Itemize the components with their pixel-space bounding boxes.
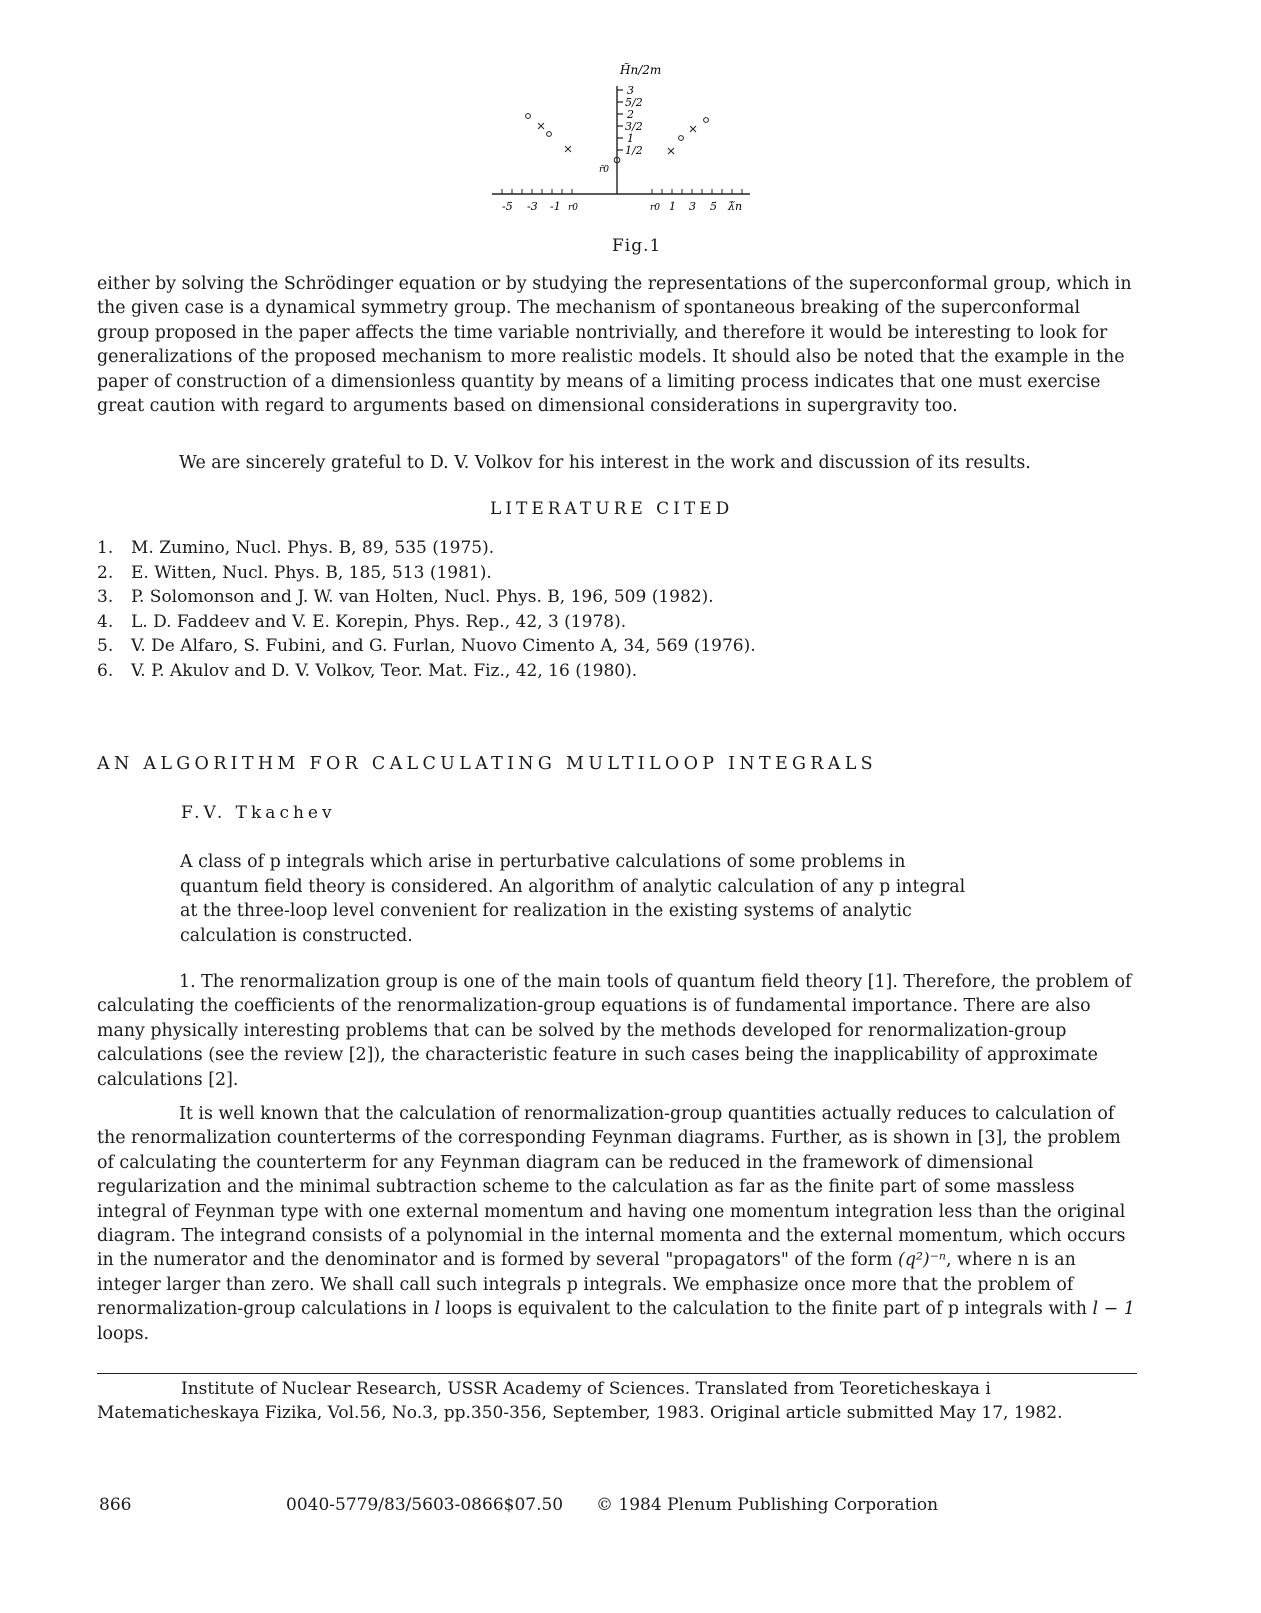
y-tick-label: 2 <box>627 108 634 121</box>
y-tick-label: 1 <box>627 132 634 145</box>
y-tick-label: 3 <box>627 84 634 97</box>
origin-label: r̃0 <box>599 165 610 175</box>
paragraph-text: loops. <box>97 1323 150 1344</box>
reference-item <box>97 536 756 561</box>
paragraph-text: loops is equivalent to the calculation to the finite part of p integrals with <box>445 1299 1088 1320</box>
x-tick-label: r0 <box>650 203 661 213</box>
footnote-divider <box>97 1373 1137 1374</box>
reference-number: 6. <box>97 660 114 681</box>
x-tick-label: 3 <box>689 200 696 213</box>
propagator-formula: (q²)⁻ⁿ <box>898 1250 946 1271</box>
level-cross-marker <box>668 148 674 154</box>
reference-text: V. De Alfaro, S. Fubini, and G. Furlan, Nuovo Cimento A, 34, 569 (1976). <box>131 636 756 657</box>
reference-number: 5. <box>97 636 114 657</box>
reference-text: M. Zumino, Nucl. Phys. B, 89, 535 (1975). <box>131 538 495 558</box>
body-paragraph <box>97 1102 1137 1346</box>
reference-text: E. Witten, Nucl. Phys. B, 185, 513 (1981). <box>131 562 492 583</box>
reference-number: 1. <box>97 538 114 558</box>
x-tick-label: -1 <box>550 200 561 213</box>
reference-item <box>97 585 756 610</box>
body-paragraph: 1. The renormalization group is one of the main tools of quantum field theory [1]. Therefore, the problem of calculating the coefficients of the renormalization-group equations is of fundamental importance. There are also many physically interesting problems that can be solved by the methods developed for renormalization-group calculations (see the review [2]), the characteristic feature in such cases being the inapplicability of approximate calculations [2]. <box>97 972 1132 1090</box>
level-cross-marker <box>538 123 544 129</box>
copyright-notice: © 1984 Plenum Publishing Corporation <box>596 1495 939 1515</box>
body-paragraph: either by solving the Schrödinger equation or by studying the representations of the superconformal group, which in the given case is a dynamical symmetry group. The mechanism of spontaneous breaking of the superconformal group proposed in the paper affects the time variable nontrivially, and therefore it would be interesting to look for generalizations of the proposed mechanism to more realistic models. It should also be noted that the example in the paper of construction of a dimensionless quantity by means of a limiting process indicates that one must exercise great caution with regard to arguments based on dimensional considerations in supergravity too. <box>97 274 1132 417</box>
reference-number: 3. <box>97 587 114 608</box>
x-tick-label: -5 <box>502 200 513 213</box>
x-tick-label: 1 <box>669 200 676 213</box>
level-circle-marker <box>679 136 684 141</box>
y-tick-label: 5/2 <box>625 96 643 109</box>
page-number: 866 <box>99 1495 132 1515</box>
x-tick-label: 5 <box>710 200 717 213</box>
reference-text: V. P. Akulov and D. V. Volkov, Teor. Mat. Fiz., 42, 16 (1980). <box>131 660 638 681</box>
x-tick-label: -3 <box>527 200 538 213</box>
energy-level-figure <box>500 58 780 258</box>
level-circle-marker <box>704 118 709 123</box>
figure-caption: Fig.1 <box>612 236 662 256</box>
reference-text: L. D. Faddeev and V. E. Korepin, Phys. Rep., 42, 3 (1978). <box>131 611 627 632</box>
level-cross-marker <box>565 146 571 152</box>
figure-graphic <box>500 58 780 238</box>
article-code: 0040-5779/83/5603-0866$07.50 <box>286 1495 564 1515</box>
reference-list <box>97 536 756 684</box>
loop-expression: l − 1 <box>1092 1299 1135 1320</box>
reference-item <box>97 634 756 659</box>
y-axis-label: H̃n/2m <box>620 63 662 77</box>
loop-symbol: l <box>434 1299 441 1320</box>
level-cross-marker <box>690 126 696 132</box>
paragraph-text: , where n is an integer larger than zero. We shall call such integrals p integrals. We emphasize once more that the problem of renormalization-group calculations in <box>97 1250 1076 1320</box>
level-circle-marker <box>526 114 531 119</box>
footnote: Institute of Nuclear Research, USSR Academy of Sciences. Translated from Teoreticheskaya i Matematicheskaya Fizika, Vol.56, No.3, pp.350-356, September, 1983. Original article submitted May 17, 1982. <box>97 1379 1063 1424</box>
reference-number: 2. <box>97 562 114 583</box>
reference-number: 4. <box>97 611 114 632</box>
article-author: F.V. Tkachev <box>181 803 336 823</box>
reference-item <box>97 659 756 684</box>
article-title: AN ALGORITHM FOR CALCULATING MULTILOOP INTEGRALS <box>97 754 877 774</box>
level-circle-marker <box>547 132 552 137</box>
article-abstract: A class of p integrals which arise in perturbative calculations of some problems in quantum field theory is considered. An algorithm of analytic calculation of any p integral at the three-loop level convenient for realization in the existing systems of analytic calculation is constructed. <box>180 852 966 946</box>
y-tick-label: 1/2 <box>625 144 643 157</box>
x-tick-label: r0 <box>568 203 579 213</box>
x-axis-label: λ̃n <box>728 200 743 213</box>
literature-heading: LITERATURE CITED <box>490 499 734 519</box>
reference-item <box>97 561 756 586</box>
y-tick-label: 3/2 <box>625 120 643 133</box>
reference-item <box>97 610 756 635</box>
acknowledgment-paragraph: We are sincerely grateful to D. V. Volkov for his interest in the work and discussion of its results. <box>179 453 1031 473</box>
reference-text: P. Solomonson and J. W. van Holten, Nucl. Phys. B, 196, 509 (1982). <box>131 587 714 608</box>
paragraph-text: It is well known that the calculation of renormalization-group quantities actually reduces to calculation of the renormalization counterterms of the corresponding Feynman diagrams. Further, as is shown in [3], the problem of calculating the counterterm for any Feynman diagram can be reduced in the framework of dimensional regularization and the minimal subtraction scheme to the calculation as far as the finite part of some massless integral of Feynman type with one external momentum and having one momentum integration less than the original diagram. The integrand consists of a polynomial in the internal momenta and the external momentum, which occurs in the numerator and the denominator and is formed by several "propagators" of the form <box>97 1104 1126 1271</box>
